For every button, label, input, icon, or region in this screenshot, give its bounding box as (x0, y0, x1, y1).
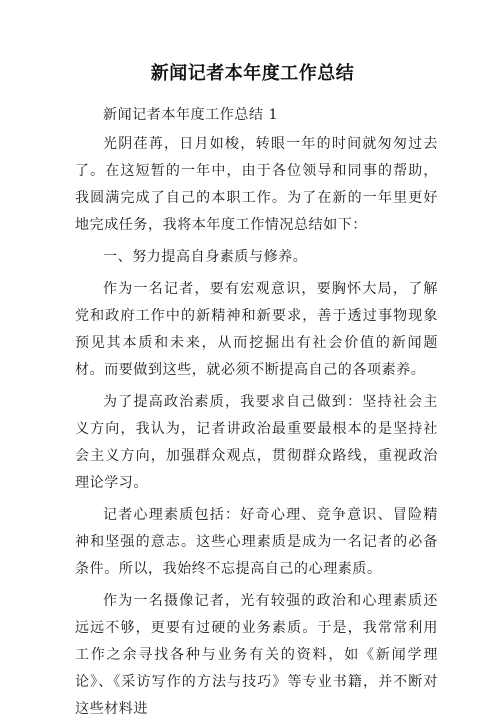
document-title: 新闻记者本年度工作总结 (150, 63, 355, 84)
document-subtitle: 新闻记者本年度工作总结 1 (103, 107, 279, 123)
section-heading-1: 一、努力提高自身素质与修养。 (103, 249, 308, 265)
paragraph-professional-quality: 作为一名摄像记者，光有较强的政治和心理素质还远远不够，更要有过硬的业务素质。于是，我常常利用工作之余寻找各种与业务有关的资料，如《新闻学理论》、《采访写作的方法与技巧》等专业书籍，并不断对这些材料进 (75, 593, 438, 717)
paragraph-psychological-quality: 记者心理素质包括：好奇心理、竞争意识、冒险精神和坚强的意志。这些心理素质是成为一名记者的必备条件。所以，我始终不忘提高自己的心理素质。 (75, 507, 438, 577)
paragraph-intro: 光阴荏苒，日月如梭，转眼一年的时间就匆匆过去了。在这短暂的一年中，由于各位领导和同事的帮助，我圆满完成了自己的本职工作。为了在新的一年里更好地完成任务，我将本年度工作情况总结如下： (75, 136, 438, 233)
paragraph-journalist-awareness: 作为一名记者，要有宏观意识，要胸怀大局，了解党和政府工作中的新精神和新要求，善于透过事物现象预见其本质和未来，从而挖掘出有社会价值的新闻题材。而要做到这些，就必须不断提高自己的各项素养。 (75, 281, 438, 378)
paragraph-political-quality: 为了提高政治素质，我要求自己做到：坚持社会主义方向，我认为，记者讲政治最重要最根本的是坚持社会主义方向，加强群众观点，贯彻群众路线，重视政治理论学习。 (75, 394, 438, 491)
